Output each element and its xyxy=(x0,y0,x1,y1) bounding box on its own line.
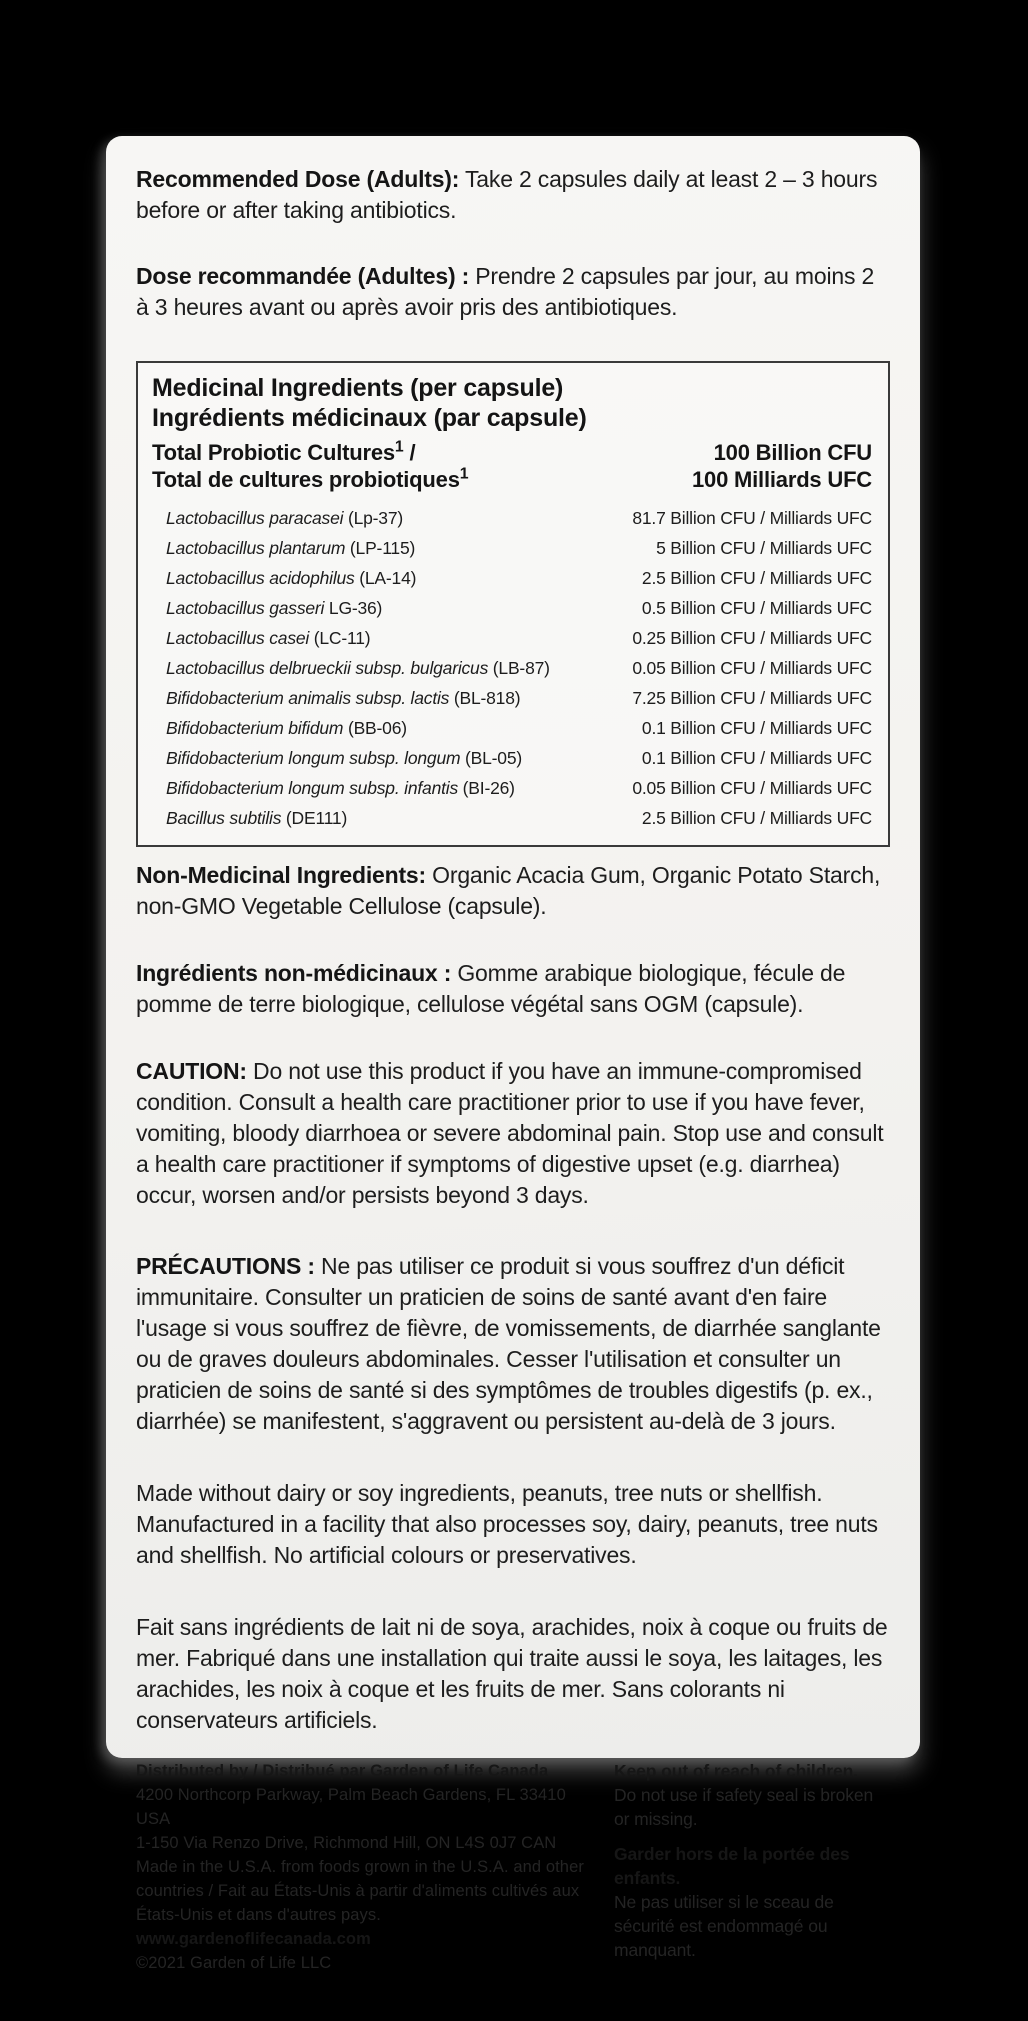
keep-out-of-reach-fr xyxy=(614,1842,890,1962)
distributor-block xyxy=(136,1759,588,1975)
non-medicinal-fr-lead: Ingrédients non-médicinaux : xyxy=(136,960,452,986)
made-in-line-3: États-Unis et dans d'autres pays. www.gardenoflifecanada.com xyxy=(136,1906,381,1948)
recommended-dose-fr xyxy=(136,261,890,323)
total-probiotic-values xyxy=(692,439,872,493)
table-row xyxy=(152,743,872,773)
ingredient-amount: 2.5 Billion CFU / Milliards UFC xyxy=(641,568,872,588)
ingredient-name: Lactobacillus plantarum (LP-115) xyxy=(166,538,416,558)
ingredient-amount: 0.05 Billion CFU / Milliards UFC xyxy=(632,658,872,678)
table-row xyxy=(152,803,872,833)
ingredient-amount: 2.5 Billion CFU / Milliards UFC xyxy=(641,808,872,828)
made-in-line-2: countries / Fait au États-Unis à partir d'aliments cultivés aux xyxy=(136,1882,580,1900)
table-row xyxy=(152,623,872,653)
table-row xyxy=(152,773,872,803)
medicinal-ingredients-box xyxy=(136,361,890,847)
non-medicinal-en-text: Organic Acacia Gum, Organic Potato Starch, non-GMO Vegetable Cellulose (capsule). xyxy=(136,862,881,919)
ingredient-amount: 5 Billion CFU / Milliards UFC xyxy=(656,538,872,558)
website-text: www.gardenoflifecanada.com xyxy=(136,1930,371,1948)
recommended-dose-en xyxy=(136,164,890,226)
footnote-marker-fr: 1 xyxy=(459,465,469,483)
non-medicinal-fr-text: Gomme arabique biologique, fécule de pomme de terre biologique, cellulose végétal sans OGM (capsule). xyxy=(136,960,846,1017)
caution-en-lead: CAUTION: xyxy=(136,1058,247,1084)
ingredient-amount: 0.05 Billion CFU / Milliards UFC xyxy=(632,778,872,798)
total-probiotic-row xyxy=(152,439,872,493)
keep-out-of-reach-fr-lead: Garder hors de la portée des enfants. xyxy=(614,1844,850,1888)
total-probiotic-labels xyxy=(152,439,468,493)
recommended-dose-fr-text: Prendre 2 capsules par jour, au moins 2 à 3 heures avant ou après avoir pris des antibiotiques. xyxy=(136,263,875,320)
box-title-fr: Ingrédients médicinaux (par capsule) xyxy=(152,404,587,432)
label-panel xyxy=(106,136,920,1972)
ingredient-rows xyxy=(152,503,872,833)
caution-fr xyxy=(136,1251,890,1437)
footer xyxy=(136,1759,890,2021)
copyright-line: ©2021 Garden of Life LLC xyxy=(136,1954,332,1972)
total-value-fr: 100 Milliards UFC xyxy=(692,467,872,492)
keep-out-of-reach-en-lead: Keep out of reach of children. xyxy=(614,1761,858,1781)
table-row xyxy=(152,593,872,623)
ingredient-name: Lactobacillus gasseri LG-36) xyxy=(166,598,383,618)
recommended-dose-en-text: Take 2 capsules daily at least 2 – 3 hours before or after taking antibiotics. xyxy=(136,166,878,223)
table-row xyxy=(152,713,872,743)
total-label-en: Total Probiotic Cultures$^1$ / xyxy=(152,438,416,465)
ingredient-name: Bifidobacterium animalis subsp. lactis (BL-818) xyxy=(166,688,521,708)
keep-out-of-reach-en xyxy=(614,1759,890,1831)
made-in-line-1: Made in the U.S.A. from foods grown in the U.S.A. and other xyxy=(136,1858,584,1876)
ingredient-name: Lactobacillus acidophilus (LA-14) xyxy=(166,568,417,588)
allergen-statement-fr: Fait sans ingrédients de lait ni de soya, arachides, noix à coque ou fruits de mer. Fabriqué dans une installation qui traite aussi le soya, les laitages, les arachides, les noix à coque et les fruits de mer. Sans colorants ni conservateurs artificiels. xyxy=(136,1614,888,1733)
non-medicinal-fr xyxy=(136,958,890,1020)
total-value-en: 100 Billion CFU xyxy=(713,440,872,465)
caution-en-text: Do not use this product if you have an immune-compromised condition. Consult a health care practitioner prior to use if you have fever, vomiting, bloody diarrhoea or severe abdominal pain. Stop use and consult a health care practitioner if symptoms of digestive upset (e.g. diarrhea) occur, worsen and/or persists beyond 3 days. xyxy=(136,1058,884,1208)
ingredient-name: Bacillus subtilis (DE111) xyxy=(166,808,348,828)
recommended-dose-en-lead: Recommended Dose (Adults): xyxy=(136,166,460,192)
safety-seal-fr: Ne pas utiliser si le sceau de sécurité est endommagé ou manquant. xyxy=(614,1892,834,1960)
box-title-en: Medicinal Ingredients (per capsule) xyxy=(152,374,564,402)
caution-fr-lead: PRÉCAUTIONS : xyxy=(136,1253,315,1279)
ingredient-amount: 81.7 Billion CFU / Milliards UFC xyxy=(632,508,872,528)
non-medicinal-en xyxy=(136,860,890,922)
caution-en xyxy=(136,1056,890,1211)
distributor-address-ca: 1-150 Via Renzo Drive, Richmond Hill, ON L4S 0J7 CAN xyxy=(136,1834,557,1852)
warnings-block xyxy=(614,1759,890,1962)
ingredient-amount: 0.1 Billion CFU / Milliards UFC xyxy=(641,748,872,768)
caution-fr-text: Ne pas utiliser ce produit si vous souffrez d'un déficit immunitaire. Consulter un praticien de soins de santé avant d'en faire l'usage si vous souffrez de fièvre, de vomissements, de diarrhée sanglante ou de graves douleurs abdominales. Cesser l'utilisation et consulter un praticien de soins de santé si des symptômes de troubles digestifs (p. ex., diarrhée) se manifestent, s'aggravent ou persistent au-delà de 3 jours. xyxy=(136,1253,881,1434)
allergen-statement-en: Made without dairy or soy ingredients, peanuts, tree nuts or shellfish. Manufactured in a facility that also processes soy, dairy, peanuts, tree nuts and shellfish. No artificial colours or preservatives. xyxy=(136,1480,878,1568)
ingredient-name: Bifidobacterium longum subsp. infantis (BI-26) xyxy=(166,778,515,798)
recommended-dose-fr-lead: Dose recommandée (Adultes) : xyxy=(136,263,470,289)
ingredient-name: Bifidobacterium bifidum (BB-06) xyxy=(166,718,407,738)
ingredient-name: Lactobacillus delbrueckii subsp. bulgaricus (LB-87) xyxy=(166,658,550,678)
ingredient-name: Lactobacillus casei (LC-11) xyxy=(166,628,371,648)
ingredient-amount: 0.5 Billion CFU / Milliards UFC xyxy=(641,598,872,618)
table-row xyxy=(152,533,872,563)
total-label-fr: Total de cultures probiotiques$^1$ xyxy=(152,465,469,492)
distributor-address-us: 4200 Northcorp Parkway, Palm Beach Gardens, FL 33410 USA xyxy=(136,1786,566,1828)
ingredient-name: Bifidobacterium longum subsp. longum (BL-05) xyxy=(166,748,522,768)
ingredient-amount: 0.1 Billion CFU / Milliards UFC xyxy=(641,718,872,738)
ingredient-name: Lactobacillus paracasei (Lp-37) xyxy=(166,508,404,528)
table-row xyxy=(152,563,872,593)
distributor-line: Distributed by / Distribué par Garden of Life Canada xyxy=(136,1762,549,1780)
footnote-marker-en: 1 xyxy=(394,438,404,456)
non-medicinal-en-lead: Non-Medicinal Ingredients: xyxy=(136,862,426,888)
table-row xyxy=(152,503,872,533)
ingredient-amount: 7.25 Billion CFU / Milliards UFC xyxy=(632,688,872,708)
safety-seal-en: Do not use if safety seal is broken or missing. xyxy=(614,1785,874,1829)
table-row xyxy=(152,653,872,683)
table-row xyxy=(152,683,872,713)
ingredient-amount: 0.25 Billion CFU / Milliards UFC xyxy=(632,628,872,648)
